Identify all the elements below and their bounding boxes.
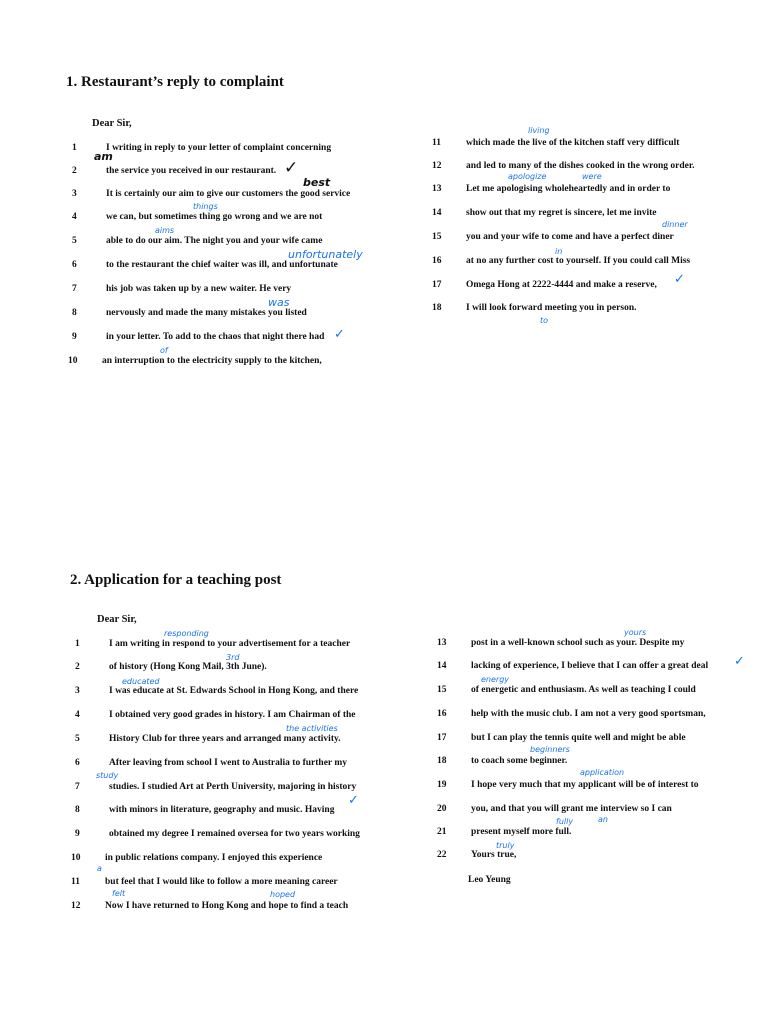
line-number: 1 bbox=[72, 143, 77, 153]
line-number: 9 bbox=[75, 829, 80, 839]
letter1-line bbox=[432, 184, 670, 194]
line-text: of energetic and enthusiasm. As well as teaching I could bbox=[471, 685, 696, 695]
line-number: 19 bbox=[437, 780, 447, 790]
line-text: present myself more full. bbox=[471, 827, 572, 837]
letter2-line bbox=[75, 782, 356, 792]
line-text: at no any further cost to yourself. If you could call Miss bbox=[466, 256, 691, 266]
line-text: Now I have returned to Hong Kong and hope to find a teach bbox=[105, 901, 349, 911]
letter1-line bbox=[432, 303, 636, 313]
correction-note: things bbox=[193, 202, 218, 211]
line-text: Omega Hong at 2222-4444 and make a reserve, bbox=[466, 280, 657, 290]
line-text: I will look forward meeting you in person. bbox=[466, 303, 637, 313]
checkmark-icon: ✓ bbox=[284, 158, 299, 178]
checkmark-icon: ✓ bbox=[334, 327, 345, 342]
correction-note: a bbox=[97, 864, 102, 873]
letter1-line bbox=[68, 356, 322, 366]
line-text: you, and that you will grant me interview so I can bbox=[471, 804, 672, 814]
line-text: his job was taken up by a new waiter. He very bbox=[106, 284, 292, 294]
correction-note: 3rd bbox=[226, 653, 240, 662]
line-text: with minors in literature, geography and music. Having bbox=[109, 805, 335, 815]
line-number: 3 bbox=[72, 189, 77, 199]
line-number: 15 bbox=[432, 232, 442, 242]
correction-note: was bbox=[268, 296, 290, 309]
checkmark-icon: ✓ bbox=[734, 654, 745, 669]
line-number: 6 bbox=[72, 260, 77, 270]
correction-note: study bbox=[96, 771, 119, 780]
letter2-line bbox=[437, 685, 696, 695]
line-number: 12 bbox=[432, 161, 442, 171]
line-number: 8 bbox=[72, 308, 77, 318]
line-text: nervously and made the many mistakes you listed bbox=[106, 308, 307, 318]
line-text: History Club for three years and arranged many activity. bbox=[109, 734, 341, 744]
line-text: in public relations company. I enjoyed this experience bbox=[105, 853, 323, 863]
letter2-line bbox=[75, 829, 360, 839]
line-text: to coach some beginner. bbox=[471, 756, 568, 766]
correction-note: living bbox=[528, 126, 550, 135]
correction-note: fully bbox=[556, 817, 574, 826]
line-text: but I can play the tennis quite well and might be able bbox=[471, 733, 686, 743]
line-text: obtained my degree I remained oversea for two years working bbox=[109, 829, 360, 839]
line-number: 4 bbox=[72, 212, 77, 222]
line-number: 9 bbox=[72, 332, 77, 342]
letter1-line bbox=[432, 161, 695, 171]
line-number: 15 bbox=[437, 685, 447, 695]
line-number: 16 bbox=[437, 709, 447, 719]
letter2-line bbox=[437, 804, 672, 814]
correction-note: dinner bbox=[662, 220, 688, 229]
line-number: 2 bbox=[72, 166, 77, 176]
correction-note: application bbox=[580, 768, 625, 777]
letter1-line bbox=[432, 232, 674, 242]
line-number: 7 bbox=[75, 782, 80, 792]
correction-note: to bbox=[540, 316, 549, 325]
line-text: After leaving from school I went to Australia to further my bbox=[109, 758, 347, 768]
line-number: 7 bbox=[72, 284, 77, 294]
line-text: but feel that I would like to follow a more meaning career bbox=[105, 877, 338, 887]
line-text: I writing in reply to your letter of complaint concerning bbox=[106, 143, 332, 153]
line-number: 1 bbox=[75, 639, 80, 649]
line-number: 17 bbox=[432, 280, 442, 290]
line-number: 13 bbox=[432, 184, 442, 194]
letter2-line bbox=[437, 780, 699, 790]
letter2-salutation: Dear Sir, bbox=[97, 614, 137, 625]
letter2-line bbox=[71, 901, 348, 911]
line-number: 17 bbox=[437, 733, 447, 743]
correction-note: aims bbox=[155, 226, 175, 235]
checkmark-icon: ✓ bbox=[348, 793, 359, 808]
letter1-line bbox=[72, 189, 350, 199]
letter1-line bbox=[72, 166, 276, 176]
letter2-line bbox=[75, 734, 341, 744]
correction-note: energy bbox=[481, 675, 510, 684]
correction-note: the activities bbox=[286, 724, 338, 733]
line-number: 5 bbox=[75, 734, 80, 744]
letter2-line bbox=[71, 877, 338, 887]
checkmark-icon: ✓ bbox=[674, 272, 685, 287]
line-text: Yours true, bbox=[471, 850, 517, 860]
line-number: 13 bbox=[437, 638, 447, 648]
line-text: we can, but sometimes thing go wrong and we are not bbox=[106, 212, 323, 222]
correction-note: unfortunately bbox=[288, 248, 363, 261]
line-text: the service you received in our restaurant. bbox=[106, 166, 277, 176]
line-text: an interruption to the electricity supply to the kitchen, bbox=[102, 356, 322, 366]
correction-note: truly bbox=[496, 841, 515, 850]
line-number: 11 bbox=[71, 877, 80, 887]
correction-note: educated bbox=[122, 677, 160, 686]
line-number: 18 bbox=[437, 756, 447, 766]
line-number: 14 bbox=[432, 208, 442, 218]
letter2-line bbox=[437, 827, 571, 837]
line-text: in your letter. To add to the chaos that night there had bbox=[106, 332, 325, 342]
line-text: show out that my regret is sincere, let me invite bbox=[466, 208, 657, 218]
line-text: able to do our aim. The night you and your wife came bbox=[106, 236, 323, 246]
correction-note: apologize bbox=[508, 172, 547, 181]
correction-note: hoped bbox=[270, 890, 296, 899]
letter2-line bbox=[75, 639, 350, 649]
line-number: 10 bbox=[68, 356, 78, 366]
line-text: post in a well-known school such as your. Despite my bbox=[471, 638, 685, 648]
line-number: 10 bbox=[71, 853, 81, 863]
correction-note: in bbox=[555, 247, 563, 256]
line-text: and led to many of the dishes cooked in the wrong order. bbox=[466, 161, 695, 171]
letter2-line bbox=[437, 661, 708, 671]
letter2-title: 2. Application for a teaching post bbox=[70, 572, 282, 588]
signature: Leo Yeung bbox=[468, 875, 511, 885]
correction-note: beginners bbox=[530, 745, 570, 754]
letter1-line bbox=[72, 212, 322, 222]
letter2-line bbox=[437, 733, 686, 743]
line-number: 18 bbox=[432, 303, 442, 313]
letter2-line bbox=[437, 709, 706, 719]
correction-note: felt bbox=[112, 889, 126, 898]
letter2-line bbox=[75, 805, 334, 815]
correction-note: best bbox=[303, 176, 331, 189]
letter2-line bbox=[437, 638, 684, 648]
letter2-line bbox=[75, 758, 347, 768]
line-text: of history (Hong Kong Mail, 3th June). bbox=[109, 662, 267, 672]
line-number: 11 bbox=[432, 138, 441, 148]
line-text: you and your wife to come and have a perfect diner bbox=[466, 232, 674, 242]
letter2-line bbox=[71, 853, 322, 863]
line-text: I hope very much that my applicant will be of interest to bbox=[471, 780, 699, 790]
letter1-line bbox=[72, 332, 324, 342]
letter1-line bbox=[432, 280, 657, 290]
line-text: studies. I studied Art at Perth University, majoring in history bbox=[109, 782, 357, 792]
line-number: 12 bbox=[71, 901, 81, 911]
letter1-line bbox=[432, 256, 690, 266]
letter1-line bbox=[72, 236, 322, 246]
letter2-line bbox=[75, 710, 355, 720]
line-number: 14 bbox=[437, 661, 447, 671]
correction-note: an bbox=[598, 815, 608, 824]
line-number: 2 bbox=[75, 662, 80, 672]
correction-note: yours bbox=[624, 628, 647, 637]
letter2-line bbox=[437, 756, 567, 766]
letter2-line bbox=[75, 662, 267, 672]
line-number: 21 bbox=[437, 827, 447, 837]
letter2-line bbox=[75, 686, 358, 696]
line-text: I was educate at St. Edwards School in Hong Kong, and there bbox=[109, 686, 359, 696]
line-number: 8 bbox=[75, 805, 80, 815]
line-text: I obtained very good grades in history. I am Chairman of the bbox=[109, 710, 356, 720]
letter1-line bbox=[432, 138, 679, 148]
line-number: 22 bbox=[437, 850, 447, 860]
letter1-line bbox=[432, 208, 657, 218]
line-text: help with the music club. I am not a very good sportsman, bbox=[471, 709, 706, 719]
correction-note: were bbox=[582, 172, 602, 181]
line-text: to the restaurant the chief waiter was ill, and unfortunate bbox=[106, 260, 338, 270]
letter1-title: 1. Restaurant’s reply to complaint bbox=[66, 74, 284, 90]
line-text: lacking of experience, I believe that I can offer a great deal bbox=[471, 661, 709, 671]
line-text: which made the live of the kitchen staff very difficult bbox=[466, 138, 680, 148]
correction-note: of bbox=[160, 346, 168, 355]
line-text: I am writing in respond to your advertisement for a teacher bbox=[109, 639, 351, 649]
line-number: 4 bbox=[75, 710, 80, 720]
letter1-line bbox=[72, 260, 338, 270]
line-text: Let me apologising wholeheartedly and in order to bbox=[466, 184, 671, 194]
line-number: 6 bbox=[75, 758, 80, 768]
letter2-line bbox=[437, 850, 516, 860]
line-number: 16 bbox=[432, 256, 442, 266]
line-number: 20 bbox=[437, 804, 447, 814]
line-text: It is certainly our aim to give our customers the good service bbox=[106, 189, 351, 199]
line-number: 3 bbox=[75, 686, 80, 696]
correction-note: am bbox=[94, 150, 113, 163]
correction-note: responding bbox=[164, 629, 209, 638]
letter1-salutation: Dear Sir, bbox=[92, 118, 132, 129]
line-number: 5 bbox=[72, 236, 77, 246]
letter1-line bbox=[72, 284, 291, 294]
letter1-line bbox=[72, 308, 307, 318]
